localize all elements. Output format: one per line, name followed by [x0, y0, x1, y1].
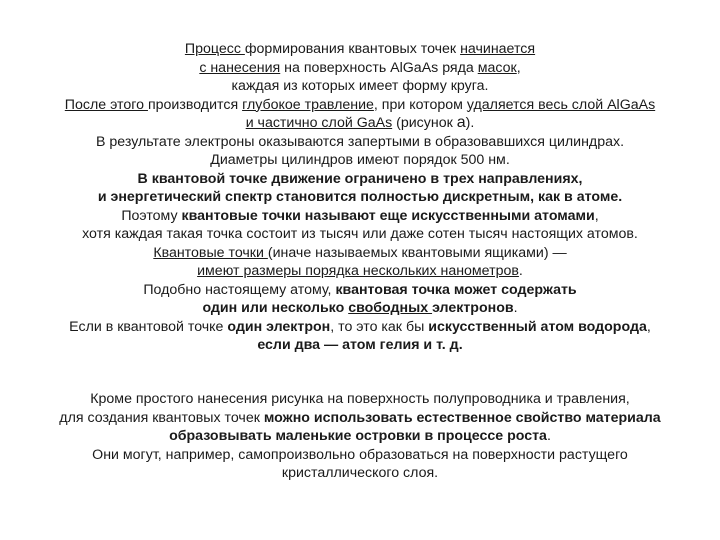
text-line	[0, 133, 720, 152]
text-segment: глубокое травление	[242, 96, 374, 113]
text-segment: если два — атом гелия и т. д.	[257, 337, 463, 353]
text-line	[0, 114, 720, 133]
text-line	[0, 77, 720, 96]
text-segment: квантовые точки называют еще искусственными атомами	[181, 207, 595, 224]
text-segment: Они могут, например, самопроизвольно образоваться на поверхности растущего	[92, 446, 628, 463]
text-line	[0, 151, 720, 170]
text-line	[0, 299, 720, 318]
text-line	[0, 409, 720, 428]
text-line	[0, 318, 720, 337]
text-line	[0, 281, 720, 300]
text-segment: кристаллического слоя.	[281, 465, 439, 481]
text-line	[0, 40, 720, 59]
text-segment: Подобно настоящему атому,	[143, 281, 336, 298]
text-segment: (иначе называемых квантовыми ящиками) —	[267, 244, 567, 261]
text-segment: каждая из которых имеет форму круга.	[231, 78, 489, 94]
text-line	[0, 207, 720, 226]
text-segment: Поэтому	[121, 207, 182, 224]
text-segment: свободных	[348, 300, 433, 316]
text-segment: .	[513, 300, 518, 316]
text-segment: и частично слой GaAs	[245, 115, 393, 131]
text-segment: Квантовые точки	[153, 244, 268, 261]
text-segment: начинается	[460, 41, 536, 57]
text-segment: образовывать маленькие островки в процессе роста	[169, 428, 547, 444]
text-segment: для создания квантовых точек	[59, 409, 264, 426]
text-segment: ,	[516, 59, 521, 76]
text-line	[0, 59, 720, 78]
text-segment: а	[456, 114, 466, 131]
text-line	[0, 390, 720, 409]
text-segment: производится	[147, 96, 243, 113]
text-segment: .	[546, 428, 551, 444]
text-segment: имеют размеры порядка нескольких нанометров	[197, 263, 519, 279]
text-segment: , то это как бы	[330, 318, 429, 335]
text-segment: один или несколько	[202, 300, 349, 316]
text-segment: и энергетический спектр становится полностью дискретным, как в атоме.	[97, 189, 623, 205]
text-line	[0, 446, 720, 465]
paragraph-second	[0, 390, 720, 483]
text-segment: ,	[646, 318, 651, 335]
text-line	[0, 188, 720, 207]
text-line	[0, 464, 720, 483]
text-segment: хотя каждая такая точка состоит из тысяч или даже сотен тысяч настоящих атомов.	[82, 226, 638, 242]
text-segment: один электрон	[227, 318, 331, 335]
text-segment: Кроме простого нанесения рисунка на поверхность полупроводника и травления,	[90, 391, 630, 407]
text-segment: электронов	[432, 300, 514, 316]
text-segment: на поверхность AlGaAs ряда	[280, 59, 478, 76]
text-segment: квантовая точка может содержать	[335, 281, 577, 298]
text-segment: Если в квантовой точке	[69, 318, 228, 335]
text-segment: , при котором	[373, 96, 467, 113]
text-segment: можно использовать естественное свойство материала	[263, 409, 661, 426]
text-line	[0, 170, 720, 189]
text-segment: Процесс	[184, 41, 245, 57]
text-line	[0, 336, 720, 355]
text-segment: В результате электроны оказываются запертыми в образовавшихся цилиндрах.	[95, 133, 625, 150]
text-line	[0, 225, 720, 244]
text-segment: масок	[477, 59, 517, 76]
text-segment: ,	[594, 207, 599, 224]
text-segment: В квантовой точке движение ограничено в трех направлениях,	[137, 170, 583, 187]
text-segment: .	[518, 263, 523, 279]
text-segment: ).	[465, 115, 475, 131]
text-segment: После этого	[64, 96, 148, 113]
paragraph-main	[0, 40, 720, 355]
text-segment: формирования квантовых точек	[244, 41, 461, 57]
text-segment: удаляется весь слой AlGaAs	[466, 96, 656, 113]
text-line	[0, 262, 720, 281]
text-segment: (рисунок	[392, 115, 457, 131]
text-line	[0, 244, 720, 263]
text-line	[0, 427, 720, 446]
text-segment: с нанесения	[199, 59, 281, 76]
text-line	[0, 96, 720, 115]
text-segment: Диаметры цилиндров имеют порядок 500 нм.	[210, 152, 510, 168]
text-segment: искусственный атом водорода	[428, 318, 647, 335]
